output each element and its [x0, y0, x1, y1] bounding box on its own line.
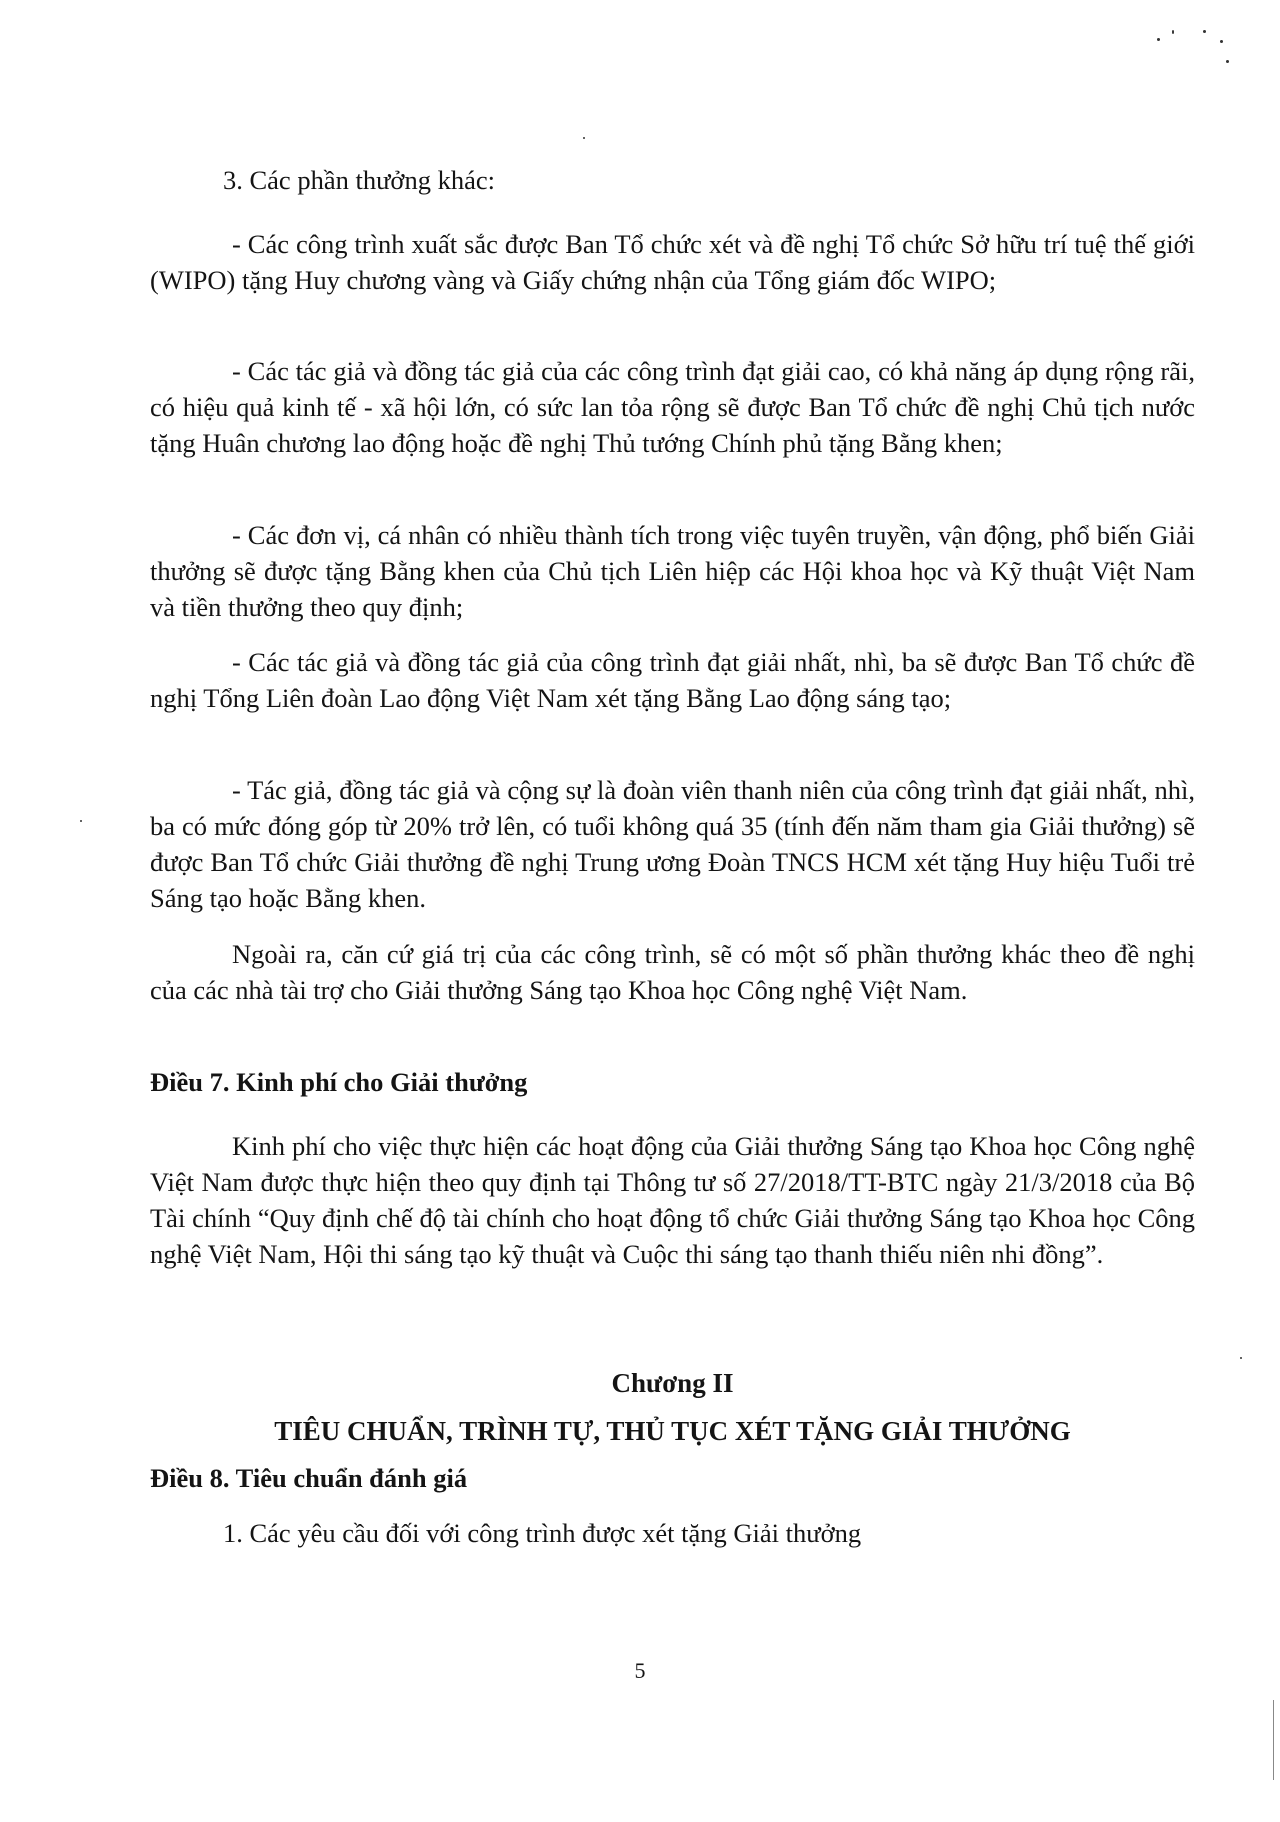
award-item-union-certificate: - Các đơn vị, cá nhân có nhiều thành tích trong việc tuyên truyền, vận động, phổ biến Giải thưởng sẽ được tặng Bằng khen của Chủ tịch Liên hiệp các Hội khoa học và Kỹ thuật Việt Nam và tiền thưởng theo quy định;	[150, 520, 1195, 622]
chapter-label: Chương II	[611, 1368, 734, 1398]
scan-speck	[1220, 40, 1223, 43]
scan-edge-line	[1273, 1700, 1274, 1780]
article-8-title: Điều 8. Tiêu chuẩn đánh giá	[150, 1463, 468, 1493]
scan-speck	[1172, 30, 1174, 34]
award-item-labor-medal: - Các tác giả và đồng tác giả của các công trình đạt giải cao, có khả năng áp dụng rộng rãi, có hiệu quả kinh tế - xã hội lớn, có sức lan tỏa rộng sẽ được Ban Tổ chức đề nghị Chủ tịch nước tặng Huân chương lao động hoặc đề nghị Thủ tướng Chính phủ tặng Bằng khen;	[150, 356, 1195, 458]
award-item-labor-creativity: - Các tác giả và đồng tác giả của công trình đạt giải nhất, nhì, ba sẽ được Ban Tổ chức đề nghị Tổng Liên đoàn Lao động Việt Nam xét tặng Bằng Lao động sáng tạo;	[150, 647, 1195, 713]
scan-speck	[80, 820, 82, 822]
section-3-closing: Ngoài ra, căn cứ giá trị của các công trình, sẽ có một số phần thưởng khác theo đề nghị của các nhà tài trợ cho Giải thưởng Sáng tạo Khoa học Công nghệ Việt Nam.	[150, 939, 1195, 1005]
scan-speck	[1157, 38, 1160, 41]
award-item-youth-badge: - Tác giả, đồng tác giả và cộng sự là đoàn viên thanh niên của công trình đạt giải nhất, nhì, ba có mức đóng góp từ 20% trở lên, có tuổi không quá 35 (tính đến năm tham gia Giải thưởng) sẽ được Ban Tổ chức Giải thưởng đề nghị Trung ương Đoàn TNCS HCM xét tặng Huy hiệu Tuổi trẻ Sáng tạo hoặc Bằng khen.	[150, 775, 1195, 913]
section-3-heading: 3. Các phần thưởng khác:	[223, 165, 495, 195]
award-item-wipo: - Các công trình xuất sắc được Ban Tổ chức xét và đề nghị Tổ chức Sở hữu trí tuệ thế giới (WIPO) tặng Huy chương vàng và Giấy chứng nhận của Tổng giám đốc WIPO;	[150, 229, 1195, 295]
scan-speck	[1226, 60, 1229, 63]
page-number: 5	[634, 1658, 646, 1683]
scan-speck	[583, 137, 585, 139]
scan-speck	[1203, 30, 1206, 33]
scan-speck	[1240, 1357, 1242, 1359]
article-8-item-1: 1. Các yêu cầu đối với công trình được xét tặng Giải thưởng	[223, 1518, 862, 1548]
article-7-body: Kinh phí cho việc thực hiện các hoạt động của Giải thưởng Sáng tạo Khoa học Công nghệ Việt Nam được thực hiện theo quy định tại Thông tư số 27/2018/TT-BTC ngày 21/3/2018 của Bộ Tài chính “Quy định chế độ tài chính cho hoạt động tổ chức Giải thưởng Sáng tạo Khoa học Công nghệ Việt Nam, Hội thi sáng tạo kỹ thuật và Cuộc thi sáng tạo thanh thiếu niên nhi đồng”.	[150, 1131, 1195, 1269]
article-7-title: Điều 7. Kinh phí cho Giải thưởng	[150, 1067, 528, 1097]
chapter-title: TIÊU CHUẨN, TRÌNH TỰ, THỦ TỤC XÉT TẶNG GIẢI THƯỞNG	[274, 1416, 1071, 1446]
